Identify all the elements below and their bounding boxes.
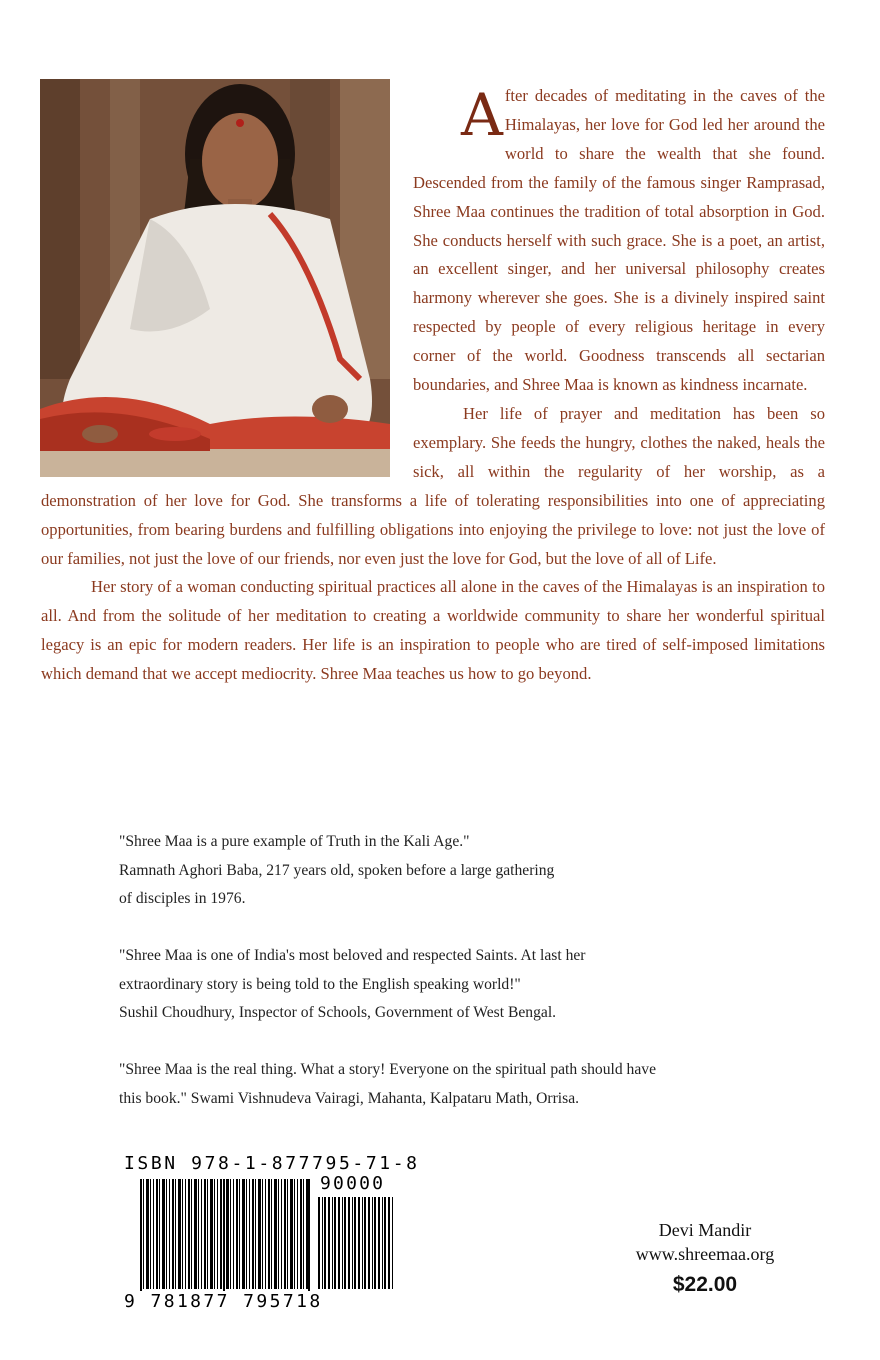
- testimonial-3-line-2: this book." Swami Vishnudeva Vairagi, Mahanta, Kalpataru Math, Orrisa.: [119, 1089, 580, 1107]
- price: $22.00: [672, 1273, 738, 1296]
- testimonial-2-line-1: "Shree Maa is one of India's most beloved and respected Saints. At last her: [119, 947, 586, 964]
- paragraph-3: Her story of a woman conducting spiritual practices all alone in the caves of the Himalayas is an inspiration to all. And from the solitude of her meditation to creating a worldwide community to share her wonderful spiritual legacy is an epic for modern readers. Her life is an inspiration to people who are tired of self-imposed limitations which demand that we accept mediocrity. Shree Maa teaches us how to go beyond.: [41, 577, 825, 684]
- paragraph-2: Her life of prayer and meditation has been so exemplary. She feeds the hungry, clothes the naked, heals the sick, all within the regularity of her worship, as a demonstration of her love for God. She transforms a life of tolerating responsibilities into one of appreciating opportunities, from bearing burdens and fulfilling obligations into enjoying the privilege to love: not just the love of our families, not just the love of our friends, nor even just the love for God, but the love of all of Life.: [41, 403, 825, 568]
- guard-bar-right: [308, 1179, 310, 1299]
- testimonial-1-line-1: "Shree Maa is a pure example of Truth in the Kali Age.": [119, 833, 470, 850]
- testimonial-3-line-1: "Shree Maa is the real thing. What a story! Everyone on the spiritual path should have: [119, 1061, 656, 1078]
- isbn-barcode: [124, 1153, 420, 1313]
- publisher-url: www.shreemaa.org: [635, 1244, 775, 1264]
- description-text: [41, 82, 825, 689]
- testimonial-2: [119, 942, 839, 1028]
- paragraph-1-text: fter decades of meditating in the caves of the Himalayas, her love for God led her around the world to share the wealth that she found. Descended from the family of the famous singer Ramprasad, Shree Maa continues the tradition of total absorption in God. She conducts herself with such grace. She is a poet, an artist, an excellent singer, and her universal philosophy creates harmony wherever she goes. She is a divinely inspired saint respected by people of every religious heritage in every corner of the world. Goodness transcends all sectarian boundaries, and Shree Maa is known as kindness incarnate.: [413, 86, 825, 395]
- testimonial-2-line-2: extraordinary story is being told to the English speaking world!": [119, 975, 521, 993]
- photo-spacer: [41, 82, 413, 484]
- drop-cap: A: [461, 81, 503, 149]
- testimonials: [119, 828, 839, 1142]
- addon-barcode-bars: [318, 1197, 394, 1289]
- testimonial-1: [119, 828, 839, 914]
- publisher-block: [610, 1218, 800, 1302]
- testimonial-2-line-3: Sushil Choudhury, Inspector of Schools, Government of West Bengal.: [119, 1004, 557, 1021]
- isbn-label: ISBN 978-1-877795-71-8: [124, 1153, 420, 1174]
- guard-bar-left: [140, 1179, 142, 1299]
- price-code: 90000: [320, 1173, 386, 1194]
- guard-bar-center: [223, 1179, 225, 1299]
- testimonial-3: [119, 1056, 839, 1113]
- publisher-name: Devi Mandir: [658, 1220, 752, 1240]
- barcode-bars: [140, 1179, 310, 1289]
- barcode-digits: 9 781877 795718: [124, 1291, 323, 1312]
- testimonial-1-line-2: Ramnath Aghori Baba, 217 years old, spoken before a large gathering: [119, 861, 555, 879]
- testimonial-1-line-3: of disciples in 1976.: [119, 890, 246, 907]
